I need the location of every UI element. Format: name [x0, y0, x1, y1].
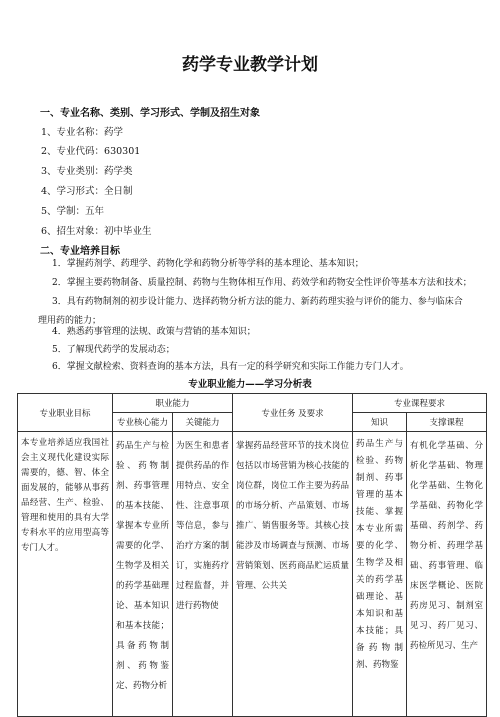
cell-core-ability: 药品生产与检验、药物制剂、药事管理的基本技能、掌握本专业所需要的化学、生物学及相关的药学基础理论、基本知识和基本技能；具备药物制剂、药物鉴定、药物分析 — [113, 432, 173, 717]
cell-target: 本专业培养适应我国社会主义现代化建设实际需要的，德、智、体全面发展的，能够从事药品经营、生产、检验、管理和使用的具有大学专科水平的应用型高等专门人才。 — [18, 432, 113, 717]
info-line-study-form: 4、学习形式：全日制 — [41, 186, 133, 197]
goal-item-6: 6．掌握文献检索、资料查询的基本方法，具有一定的科学研究和实际工作能力专门人才。 — [52, 362, 409, 372]
cell-task: 掌握药品经营环节的技术岗位包括以市场营销为核心技能的岗位群，岗位工作主要为药品的市场分析、产品策划、市场推广、销售服务等。其核心技能涉及市场调查与预测、市场营销策划、医药商品贮运质量管理、公共关 — [233, 432, 353, 717]
goal-item-2: 2．掌握主要药物制备、质量控制、药物与生物体相互作用、药效学和药物安全性评价等基本方法和技术； — [52, 278, 472, 288]
ability-analysis-table — [17, 393, 487, 717]
cell-support-courses: 有机化学基础、分析化学基础、物理化学基础、生物化学基础、药物化学基础、药剂学、药物分析、药理学基础、药事管理、临床医学概论、医院药房见习、制剂室见习、药厂见习、药检所见习、生产 — [407, 432, 487, 717]
goal-item-4: 4．熟悉药事管理的法规、政策与营销的基本知识； — [52, 327, 256, 337]
info-line-enrollment: 6、招生对象：初中毕业生 — [41, 226, 152, 237]
table-caption: 专业职业能力——学习分析表 — [188, 379, 312, 390]
info-line-major-name: 1、专业名称：药学 — [41, 127, 124, 138]
goal-item-1: 1．掌握药剂学、药理学、药物化学和药物分析等学科的基本理论、基本知识； — [52, 259, 364, 269]
header-target: 专业职业目标 — [18, 394, 113, 432]
header-course-req: 专业课程要求 — [353, 394, 487, 413]
section1-heading: 一、专业名称、类别、学习形式、学制及招生对象 — [40, 108, 260, 119]
goal-item-5: 5．了解现代药学的发展动态； — [52, 345, 175, 355]
cell-knowledge: 药品生产与检验、药物制剂、药事管理的基本技能、掌握本专业所需要的化学、生物学及相关的药学基础理论、基本知识和基本技能；具备药物制剂、药物鉴 — [353, 432, 407, 717]
header-core-ability: 专业核心能力 — [113, 413, 173, 432]
info-line-major-code: 2、专业代码：630301 — [41, 146, 141, 157]
header-key-ability: 关键能力 — [173, 413, 233, 432]
header-knowledge: 知识 — [353, 413, 407, 432]
info-line-duration: 5、学制：五年 — [41, 206, 105, 217]
document-title: 药学专业教学计划 — [182, 55, 318, 75]
section2-heading: 二、专业培养目标 — [40, 246, 120, 257]
info-line-major-category: 3、专业类别：药学类 — [41, 166, 133, 177]
cell-key-ability: 为医生和患者提供药品的作用特点、安全性、注意事项等信息，参与治疗方案的制订，实施药疗过程监督，并进行药物使 — [173, 432, 233, 717]
goal-item-3: 3．具有药物制剂的初步设计能力、选择药物分析方法的能力、新药药理实验与评价的能力、参与临床合理用药的能力； — [38, 297, 463, 326]
header-ability: 职业能力 — [113, 394, 233, 413]
header-support-courses: 支撑课程 — [407, 413, 487, 432]
table-row — [18, 432, 487, 717]
header-task: 专业任务 及要求 — [233, 394, 353, 432]
